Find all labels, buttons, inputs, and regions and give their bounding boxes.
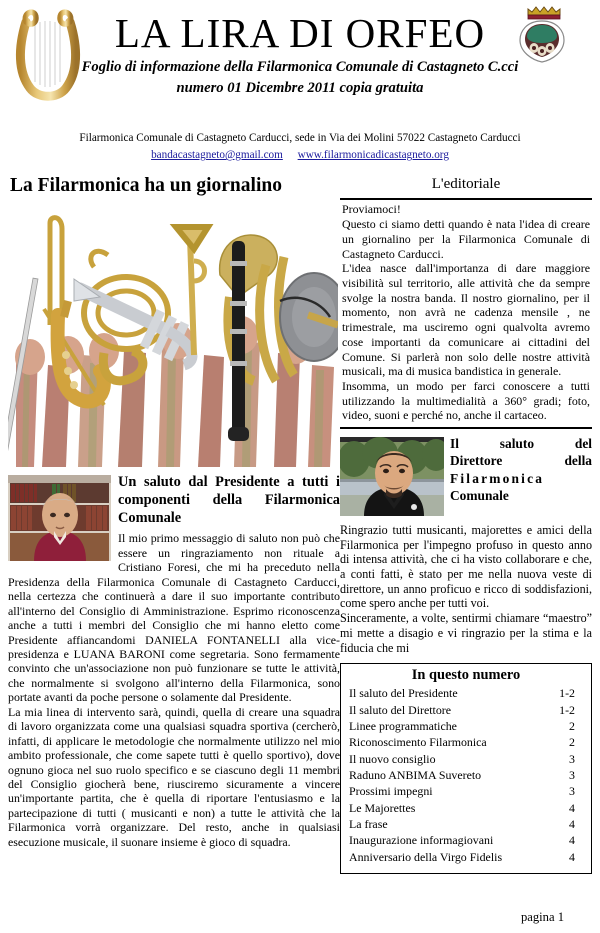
toc-entry-page: 4 bbox=[569, 817, 575, 832]
website-link[interactable]: www.filarmonicadicastagneto.org bbox=[297, 149, 449, 162]
director-paragraph-1: Ringrazio tutti musicanti, majorettes e amici della Filarmonica per l'impegno profuso in questo anno di intensa attività, che ci ha visto collaborare e che, a conti fatti, è stato per me nella nuova veste di direttore, un anno proficuo e ricco di soddisfazioni, come spero anche per tutti voi. bbox=[340, 523, 592, 611]
town-crest-icon bbox=[514, 2, 570, 64]
director-heading-line-4: Comunale bbox=[450, 488, 509, 504]
director-heading-line-3: Filarmonica bbox=[450, 470, 545, 486]
editorial-paragraph-3: L'idea nasce dall'importanza di dare maggiore visibilità sul territorio, alle attività che da sempre svolge la nostra banda. Il nostro giornalino, per il momento, non avrà ne cadenza mensile , ne trimestrale, ma usciremo ogni qualvolta avremo cose importanti da comunicare ai cittadini del Comune. Si parlerà non solo delle nostre attività musicali, ma di musica bandistica in generale. bbox=[342, 261, 590, 379]
left-column bbox=[8, 175, 340, 849]
toc-entry-page: 1-2 bbox=[559, 702, 575, 717]
president-article bbox=[8, 473, 340, 849]
subtitle-line-1: Foglio di informazione della Filarmonica Comunale di Castagneto C.cci bbox=[81, 59, 519, 76]
toc-title: In questo numero bbox=[411, 667, 521, 684]
table-of-contents bbox=[340, 663, 592, 874]
toc-entry-page: 4 bbox=[569, 800, 575, 815]
masthead bbox=[8, 0, 592, 118]
editorial-paragraph-1: Proviamoci! bbox=[342, 202, 401, 217]
toc-entry-page: 2 bbox=[569, 735, 575, 750]
instruments-photo bbox=[8, 205, 338, 467]
toc-entry-label: Il saluto del Presidente bbox=[349, 686, 458, 701]
lyre-icon bbox=[12, 2, 84, 114]
editorial-title: L'editoriale bbox=[431, 176, 501, 193]
subtitle-line-2: numero 01 Dicembre 2011 copia gratuita bbox=[176, 80, 424, 97]
publication-title: LA LIRA DI ORFEO bbox=[114, 10, 486, 56]
toc-table bbox=[349, 685, 583, 865]
toc-entry-label: Le Majorettes bbox=[349, 800, 416, 815]
toc-entry-label: Anniversario della Virgo Fidelis bbox=[349, 849, 503, 864]
toc-entry-page: 4 bbox=[569, 833, 575, 848]
toc-row[interactable] bbox=[349, 734, 583, 750]
page-number: pagina 1 bbox=[520, 910, 564, 924]
toc-entry-page: 3 bbox=[569, 768, 575, 782]
editorial-paragraph-2: Questo ci siamo detti quando è nata l'idea di creare un giornalino per la Filarmonica Comunale di Castagneto Carducci. bbox=[342, 217, 590, 261]
toc-row[interactable] bbox=[349, 783, 583, 799]
toc-entry-page: 1-2 bbox=[559, 686, 575, 701]
publication-subtitle bbox=[8, 57, 592, 99]
toc-row[interactable] bbox=[349, 832, 583, 848]
director-heading-line-2: Direttore della bbox=[450, 453, 592, 469]
toc-entry-label: Il nuovo consiglio bbox=[349, 751, 436, 766]
president-paragraph-2: La mia linea di intervento sarà, quindi, quella di creare una squadra di lavoro organizzata come una qualsiasi squadra sportiva (cercherò, infatti, di applicare le metodologie che normalmente utilizzo nel mio ambito professionale, che come sapete tutti è quello sportivo), dove ognuno gioca nel suo ruolo specifico e se ciascuno degli 11 membri del Consiglio giocherà bene, riusciremo sicuramente a vincere un'importante partita, che è quella di riportare l'entusiasmo e la partecipazione di tutti ( musicanti e non) a tutte le attività che la Filarmonica vorrà organizzare. Del resto, anche in qualsiasi esecuzione musicale, il suonare insieme è gioco di squadra. bbox=[8, 704, 340, 849]
right-column bbox=[340, 175, 592, 874]
toc-row[interactable] bbox=[349, 849, 583, 865]
toc-entry-label: Prossimi impegni bbox=[349, 784, 433, 799]
toc-row[interactable] bbox=[349, 767, 583, 783]
content-columns bbox=[8, 175, 592, 874]
email-link[interactable]: bandacastagneto@gmail.com bbox=[151, 149, 283, 162]
toc-entry-label: La frase bbox=[349, 817, 388, 832]
page-title: La Filarmonica ha un giornalino bbox=[10, 175, 282, 197]
toc-entry-page: 3 bbox=[569, 784, 575, 799]
toc-row[interactable] bbox=[349, 685, 583, 701]
director-heading-line-1: Il saluto del bbox=[450, 436, 592, 452]
editorial-body bbox=[340, 200, 592, 425]
toc-entry-label: Il saluto del Direttore bbox=[349, 702, 452, 717]
president-portrait-photo bbox=[8, 475, 111, 561]
toc-entry-label: Inaugurazione informagiovani bbox=[349, 833, 494, 848]
toc-row[interactable] bbox=[349, 751, 583, 767]
director-article-body bbox=[340, 523, 592, 655]
toc-row[interactable] bbox=[349, 718, 583, 734]
president-article-body bbox=[8, 531, 340, 849]
editorial-rule-bottom bbox=[340, 427, 592, 429]
organization-address: Filarmonica Comunale di Castagneto Carducci, sede in Via dei Molini 57022 Castagneto Carducci bbox=[79, 132, 521, 144]
toc-entry-page: 3 bbox=[569, 751, 575, 766]
director-article-heading bbox=[450, 435, 592, 505]
toc-entry-page: 2 bbox=[569, 718, 575, 733]
editorial-paragraph-4: Insomma, un modo per farci conoscere a tutti utilizzando la multimedialità a 360° gradi; foto, video, suoni e perché no, anche il cartaceo. bbox=[342, 378, 590, 423]
president-paragraph-1: Il mio primo messaggio di saluto non può che essere un ringraziamento non rituale a Cristiano Foresi, che mi ha preceduto nella Presidenza della Filarmonica Comunale di Castagneto Carducci, nella certezza che continuerà a dare il suo importante contributo all'interno del Consiglio di Amministrazione. Esprimo riconoscenza anche a tutti i membri del Consiglio che mi hanno eletto come Presidente affiancandomi DANIELA FONTANELLI alla vice-presidenza e LUANA BARONI come segretaria. Sono fermamente convinto che un'associazione non può funzionare se tutte le attività, che normalmente si svolgono all'interno della Filarmonica, sono portate avanti da poche persone o solamente dal Presidente. bbox=[8, 531, 340, 705]
director-paragraph-2: Sinceramente, a volte, sentirmi chiamare “maestro” mi mette a disagio e vi ringrazio per la stima e la fiducia che mi bbox=[340, 611, 592, 655]
toc-entry-label: Riconoscimento Filarmonica bbox=[349, 735, 487, 750]
toc-row[interactable] bbox=[349, 702, 583, 718]
contact-block bbox=[8, 130, 592, 163]
president-article-heading: Un saluto dal Presidente a tutti i componenti della Filarmonica Comunale bbox=[118, 473, 340, 527]
director-portrait-photo bbox=[340, 437, 444, 521]
toc-entry-label: Linee programmatiche bbox=[349, 718, 457, 733]
toc-entry-label: Raduno ANBIMA Suvereto bbox=[349, 768, 482, 782]
toc-entry-page: 4 bbox=[569, 849, 575, 864]
toc-row[interactable] bbox=[349, 800, 583, 816]
director-article bbox=[340, 435, 592, 655]
toc-row[interactable] bbox=[349, 816, 583, 832]
